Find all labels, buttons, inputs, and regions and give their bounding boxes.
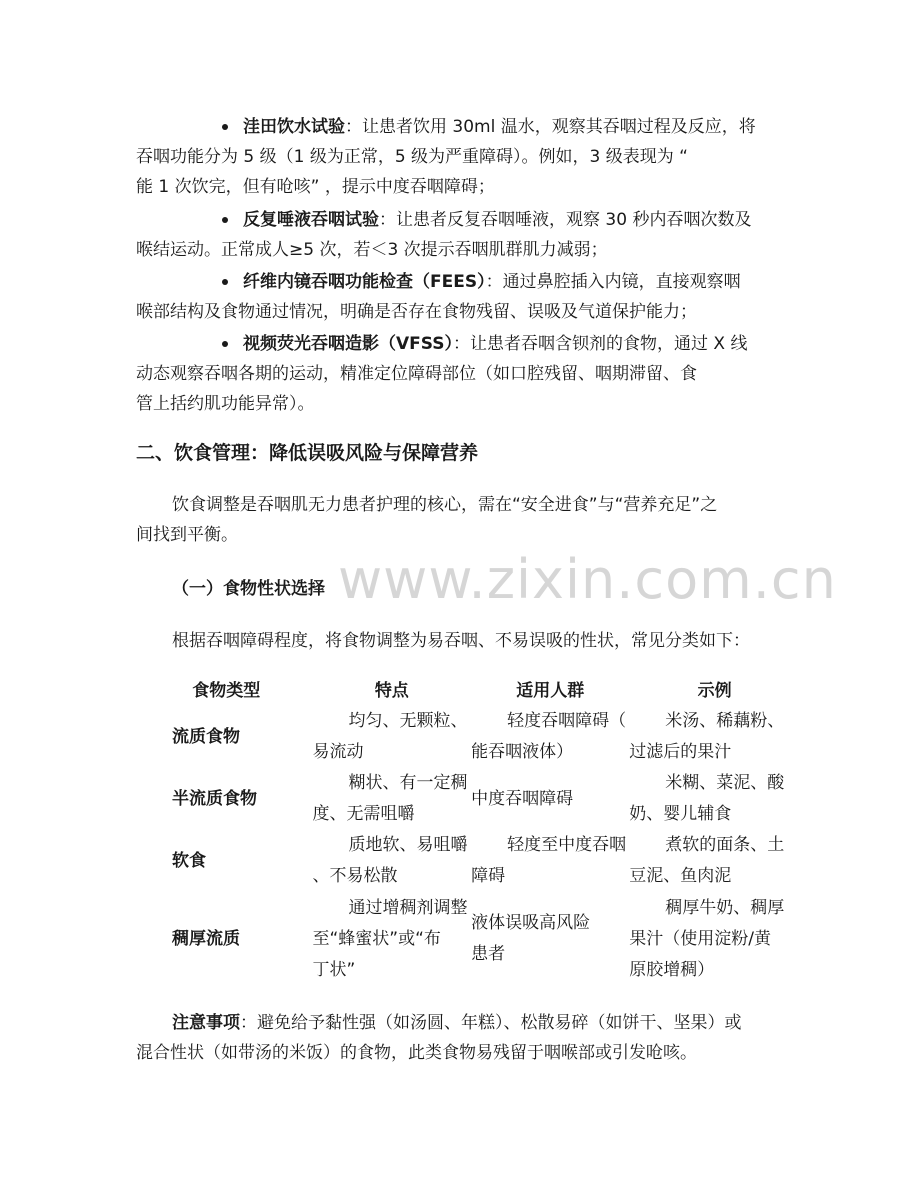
subsection-heading: （一）食物性状选择 (172, 579, 325, 599)
note-text-1: ：避免给予黏性强（如汤圆、年糕）、松散易碎（如饼干、坚果）或 (240, 1013, 742, 1033)
bullet-4-line-3: 管上括约肌功能异常）。 (136, 394, 315, 414)
intro-line-2: 间找到平衡。 (136, 525, 238, 545)
table-row (140, 830, 800, 892)
bullet-dot (222, 341, 228, 347)
bullet-2-line-2: 喉结运动。正常成人≥5 次，若＜3 次提示吞咽肌群肌力减弱； (136, 240, 608, 260)
cell-feature: 质地软、易咀嚼 、不易松散 (312, 835, 468, 886)
cell-group: 中度吞咽障碍 (471, 788, 574, 809)
cell-group: 轻度吞咽障碍（ 能吞咽液体） (471, 711, 627, 762)
cell-example: 米汤、稀藕粉、 过滤后的果汁 (629, 711, 785, 762)
cell-type: 半流质食物 (172, 788, 257, 809)
bullet-1-line-3: 能 1 次饮完，但有呛咳” ，提示中度吞咽障碍； (136, 177, 495, 197)
bullet-dot (222, 217, 228, 223)
cell-feature: 均匀、无颗粒、 易流动 (312, 711, 468, 762)
cell-type: 软食 (172, 850, 206, 871)
cell-type: 流质食物 (172, 726, 240, 747)
cell-feature: 糊状、有一定稠 度、无需咀嚼 (312, 773, 468, 824)
bullet-2-title: 反复唾液吞咽试验 (243, 210, 379, 230)
food-texture-table (140, 676, 800, 986)
bullet-4-title: 视频荧光吞咽造影（VFSS） (243, 334, 453, 354)
watermark: www.zixin.com.cn (338, 548, 837, 611)
bullet-3-line-2: 喉部结构及食物通过情况，明确是否存在食物残留、误吸及气道保护能力； (136, 302, 697, 322)
bullet-3-title: 纤维内镜吞咽功能检查（FEES） (243, 272, 486, 292)
column-header-feature: 特点 (374, 681, 409, 701)
bullet-1-title: 洼田饮水试验 (243, 117, 345, 137)
column-header-type: 食物类型 (192, 681, 261, 701)
column-header-group: 适用人群 (516, 681, 585, 701)
bullet-1-line-1 (243, 112, 756, 142)
note-label: 注意事项 (172, 1013, 240, 1033)
bullet-4-text-1: ：让患者吞咽含钡剂的食物，通过 X 线 (453, 334, 748, 354)
cell-type: 稠厚流质 (172, 928, 240, 949)
cell-group: 轻度至中度吞咽 障碍 (471, 835, 627, 886)
table-row (140, 768, 800, 830)
cell-example: 米糊、菜泥、酸 奶、婴儿辅食 (629, 773, 785, 824)
intro-line-1: 饮食调整是吞咽肌无力患者护理的核心，需在“安全进食”与“营养充足”之 (172, 495, 718, 515)
bullet-1-text-1: ：让患者饮用 30ml 温水，观察其吞咽过程及反应，将 (345, 117, 756, 137)
cell-group: 液体误吸高风险 患者 (471, 913, 591, 964)
section-heading: 二、饮食管理：降低误吸风险与保障营养 (136, 442, 479, 464)
table-row (140, 706, 800, 768)
table-header-row (140, 676, 800, 706)
note-line-1 (172, 1008, 742, 1038)
bullet-dot (222, 279, 228, 285)
bullet-4-line-1 (243, 329, 747, 359)
bullet-4-line-2: 动态观察吞咽各期的运动，精准定位障碍部位（如口腔残留、咽期滞留、食 (136, 364, 697, 384)
bullet-dot (222, 124, 228, 130)
bullet-1-line-2: 吞咽功能分为 5 级（1 级为正常，5 级为严重障碍）。例如，3 级表现为 “ (136, 147, 688, 167)
bullet-3-line-1 (243, 267, 741, 297)
bullet-2-line-1 (243, 205, 751, 235)
subsection-intro: 根据吞咽障碍程度，将食物调整为易吞咽、不易误吸的性状，常见分类如下： (172, 631, 750, 651)
column-header-example: 示例 (697, 681, 732, 701)
bullet-3-text-1: ：通过鼻腔插入内镜，直接观察咽 (485, 272, 741, 292)
note-line-2: 混合性状（如带汤的米饭）的食物，此类食物易残留于咽喉部或引发呛咳。 (136, 1043, 697, 1063)
table-row (140, 892, 800, 986)
cell-example: 稠厚牛奶、稠厚 果汁（使用淀粉/黄 原胶增稠） (629, 897, 785, 980)
cell-feature: 通过增稠剂调整 至“蜂蜜状”或“布 丁状” (312, 897, 468, 980)
bullet-2-text-1: ：让患者反复吞咽唾液，观察 30 秒内吞咽次数及 (379, 210, 752, 230)
cell-example: 煮软的面条、土 豆泥、鱼肉泥 (629, 835, 785, 886)
